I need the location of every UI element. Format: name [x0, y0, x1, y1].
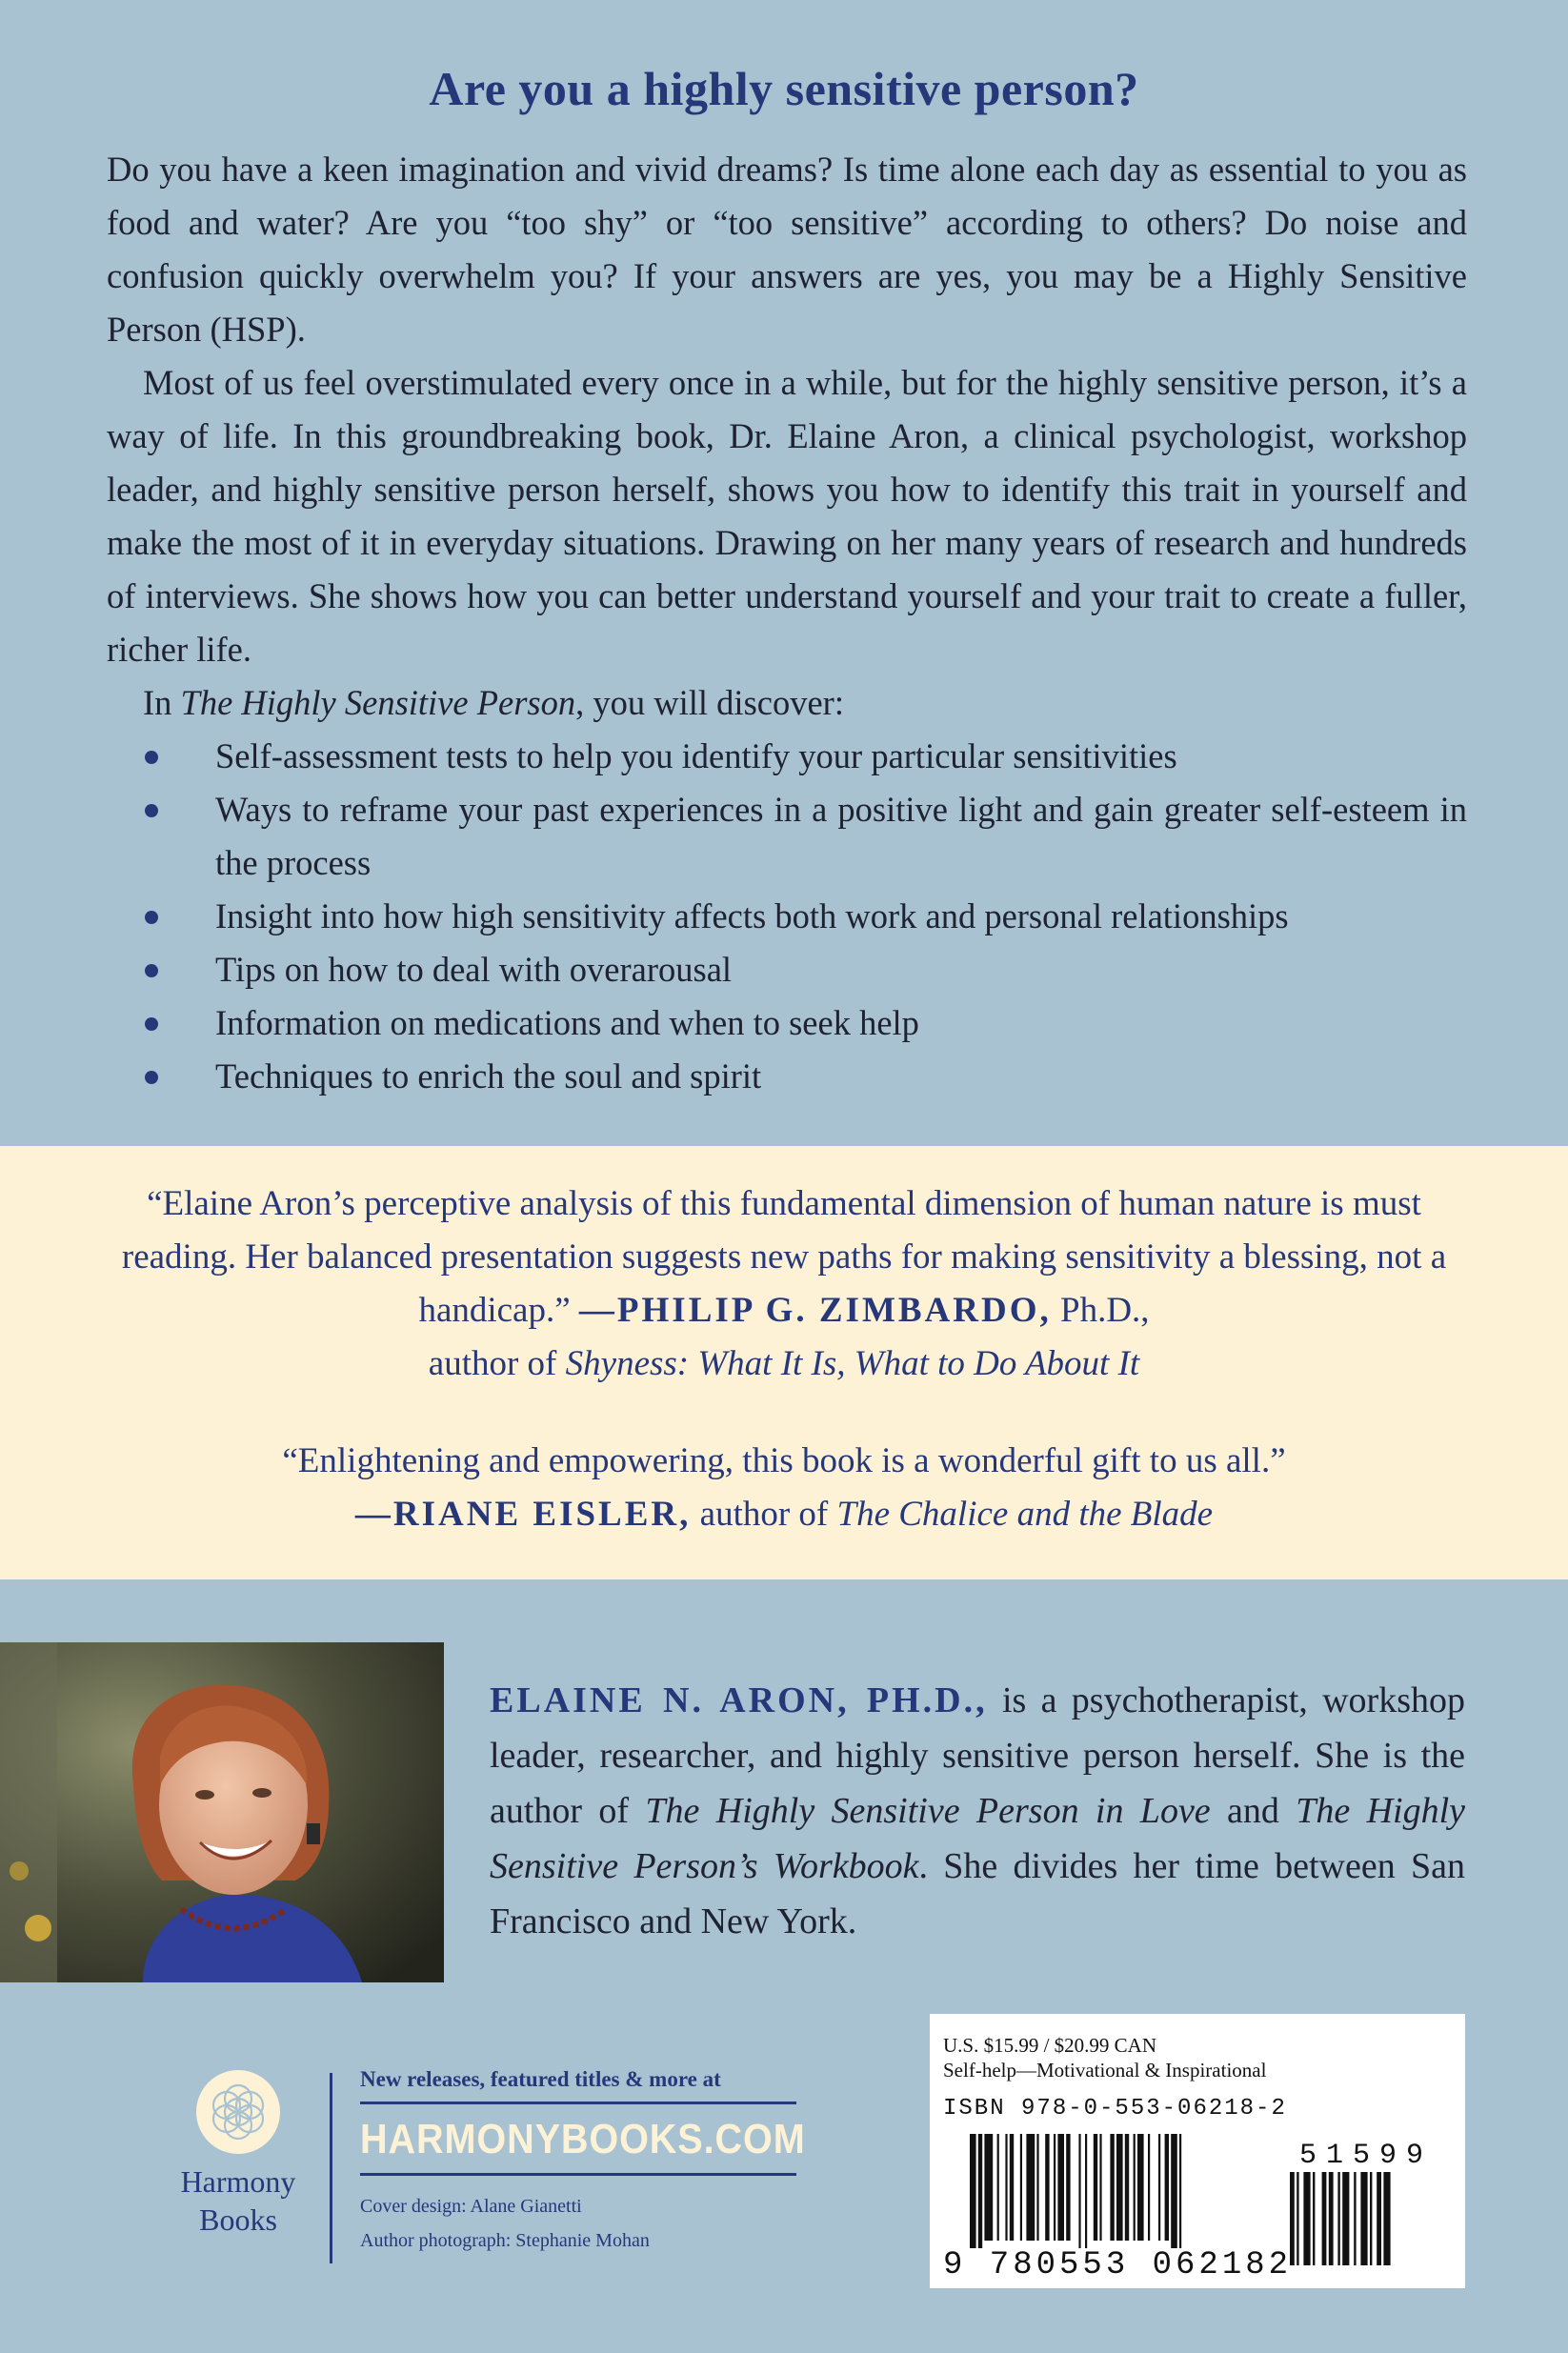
quote-degree: Ph.D., [1051, 1291, 1150, 1330]
publisher-info [360, 2067, 806, 2258]
discover-title: The Highly Sensitive Person [180, 683, 576, 722]
barcode-bar [1179, 2134, 1181, 2248]
headline: Are you a highly sensitive person? [429, 62, 1139, 115]
description-paragraph: Most of us feel overstimulated every once in a while, but for the highly sensitive person, it’s a way of life. In this groundbreaking book, Dr. Elaine Aron, a clinical psychologist, workshop leader, and highly sensitive person herself, shows you how to identify this trait in yourself and make the most of it in everyday situations. Drawing on her many years of research and hundreds of interviews. She shows how you can better understand yourself and your trait to create a fuller, richer life. [107, 363, 1467, 669]
bio-book-1: The Highly Sensitive Person in Love [645, 1791, 1211, 1831]
rule-top [360, 2102, 796, 2104]
barcode-bar [1165, 2134, 1169, 2241]
list-item-text: Techniques to enrich the soul and spirit [215, 1056, 762, 1096]
author-name: ELAINE N. ARON, PH.D., [490, 1680, 988, 1720]
barcode-bar [1036, 2134, 1038, 2241]
barcode-bar [1360, 2172, 1367, 2265]
barcode-bar [1066, 2134, 1070, 2241]
category: Self-help—Motivational & Inspirational [943, 2059, 1267, 2082]
quote-author-of: author of [691, 1495, 837, 1534]
barcode-bar [1054, 2134, 1055, 2241]
quote-author-of: author of [428, 1344, 566, 1383]
barcode-box [930, 2014, 1465, 2288]
barcode-main-bars [970, 2134, 1181, 2248]
discover-line [107, 676, 1467, 730]
author-photo [0, 1642, 444, 1982]
barcode-main-digits: 9 780553 062182 [943, 2247, 1293, 2283]
barcode-bar [1110, 2134, 1114, 2241]
quote-work: The Chalice and the Blade [836, 1495, 1214, 1534]
bullet-icon [145, 1071, 158, 1084]
bio-text: . She divides her time between San Francisco and New York. [490, 1846, 1465, 1941]
barcode-bar [1313, 2172, 1315, 2265]
barcode-bar [1094, 2134, 1097, 2241]
list-item [107, 783, 1467, 890]
barcode-bar [984, 2134, 993, 2241]
barcode-addon-digits: 51599 [1299, 2140, 1434, 2172]
cover-design-credit: Cover design: Alane Gianetti [360, 2196, 582, 2217]
website-link[interactable]: HARMONYBOOKS.COM [360, 2116, 806, 2162]
list-item [107, 730, 1467, 783]
barcode-bar [1005, 2134, 1007, 2241]
barcode-bar [997, 2134, 999, 2241]
barcode-bar [1171, 2134, 1177, 2248]
barcode-bar [1125, 2134, 1129, 2241]
barcode-bar [1303, 2172, 1310, 2265]
publisher-tagline: New releases, featured titles & more at [360, 2067, 721, 2091]
intro-paragraph: Do you have a keen imagination and vivid dreams? Is time alone each day as essential to you as food and water? Are you “too shy” or “too sensitive” according to others? Do noise and confusion quickly overwhelm you? If your answers are yes, you may be a Highly Sensitive Person (HSP). [107, 150, 1467, 349]
barcode-graphic [930, 2014, 1465, 2288]
barcode-bar [970, 2134, 976, 2248]
barcode-bar [1297, 2172, 1298, 2265]
list-item [107, 1050, 1467, 1103]
barcode-bar [1137, 2134, 1144, 2241]
quote-zimbardo [114, 1177, 1454, 1391]
barcode-bar [1026, 2134, 1035, 2241]
bullet-icon [145, 911, 158, 924]
quote-attribution: —PHILIP G. ZIMBARDO, [578, 1291, 1052, 1330]
list-item [107, 943, 1467, 996]
barcode-bar [1337, 2172, 1339, 2265]
bio-text: and [1210, 1791, 1297, 1831]
list-item [107, 890, 1467, 943]
quote-eisler [114, 1435, 1454, 1541]
author-bio [490, 1673, 1465, 1949]
publisher-name-1: Harmony [180, 2164, 296, 2199]
publisher-block [162, 2069, 314, 2239]
author-photo-illustration [0, 1642, 444, 1982]
bullet-icon [145, 751, 158, 764]
discover-list [107, 730, 1467, 1103]
author-photo-credit: Author photograph: Stephanie Mohan [360, 2230, 650, 2251]
barcode-bar [978, 2134, 982, 2248]
barcode-bar [1322, 2172, 1327, 2265]
barcode-bar [1148, 2134, 1150, 2241]
price: U.S. $15.99 / $20.99 CAN [943, 2034, 1157, 2057]
barcode-bar [1078, 2134, 1080, 2248]
barcode-bar [1377, 2172, 1381, 2265]
quote-text: “Elaine Aron’s perceptive analysis of this fundamental dimension of human nature is must reading. Her balanced presentation suggests new paths for making sensitivity a blessing, not a handicap.” [121, 1184, 1447, 1330]
barcode-bar [1354, 2172, 1356, 2265]
list-item-text: Self-assessment tests to help you identify your particular sensitivities [215, 736, 1177, 775]
barcode-bar [1116, 2134, 1123, 2241]
barcode-bar [1020, 2134, 1022, 2241]
barcode-bar [1099, 2134, 1101, 2241]
bullet-icon [145, 804, 158, 817]
blurb [107, 143, 1467, 1103]
barcode-bar [1010, 2134, 1014, 2241]
publisher-name-2: Books [199, 2202, 277, 2237]
barcode-bar [1329, 2172, 1334, 2265]
list-item-text: Ways to reframe your past experiences in a positive light and gain greater self-esteem in the process [215, 790, 1467, 882]
harmony-flower-icon [195, 2069, 281, 2155]
discover-suffix: , you will discover: [575, 683, 844, 722]
list-item-text: Information on medications and when to seek help [215, 1003, 919, 1042]
discover-prefix: In [143, 683, 181, 722]
bio-text: is a psychotherapist, workshop leader, researcher, and highly sensitive person herself. She is the author of [490, 1680, 1466, 1831]
bio-book-2: The Highly Sensitive Person’s Workbook [490, 1791, 1465, 1886]
barcode-bar [1134, 2134, 1136, 2241]
isbn: ISBN 978-0-553-06218-2 [943, 2096, 1287, 2122]
rule-bottom [360, 2173, 796, 2176]
barcode-addon-bars [1290, 2172, 1391, 2265]
barcode-bar [1383, 2172, 1390, 2265]
bullet-icon [145, 964, 158, 977]
quote-work: Shyness: What It Is, What to Do About It [565, 1344, 1140, 1383]
publisher-divider [330, 2073, 332, 2263]
quote-attribution: —RIANE EISLER, [354, 1495, 692, 1534]
barcode-bar [1045, 2134, 1049, 2241]
list-item-text: Tips on how to deal with overarousal [215, 950, 733, 989]
bullet-icon [145, 1017, 158, 1031]
list-item-text: Insight into how high sensitivity affects both work and personal relationships [215, 896, 1289, 935]
barcode-bar [1342, 2172, 1349, 2265]
list-item [107, 996, 1467, 1050]
barcode-bar [1370, 2172, 1372, 2265]
barcode-bar [1057, 2134, 1064, 2241]
barcode-bar [1085, 2134, 1087, 2248]
barcode-bar [1158, 2134, 1160, 2241]
quote-text: “Enlightening and empowering, this book is a wonderful gift to us all.” [282, 1441, 1286, 1480]
